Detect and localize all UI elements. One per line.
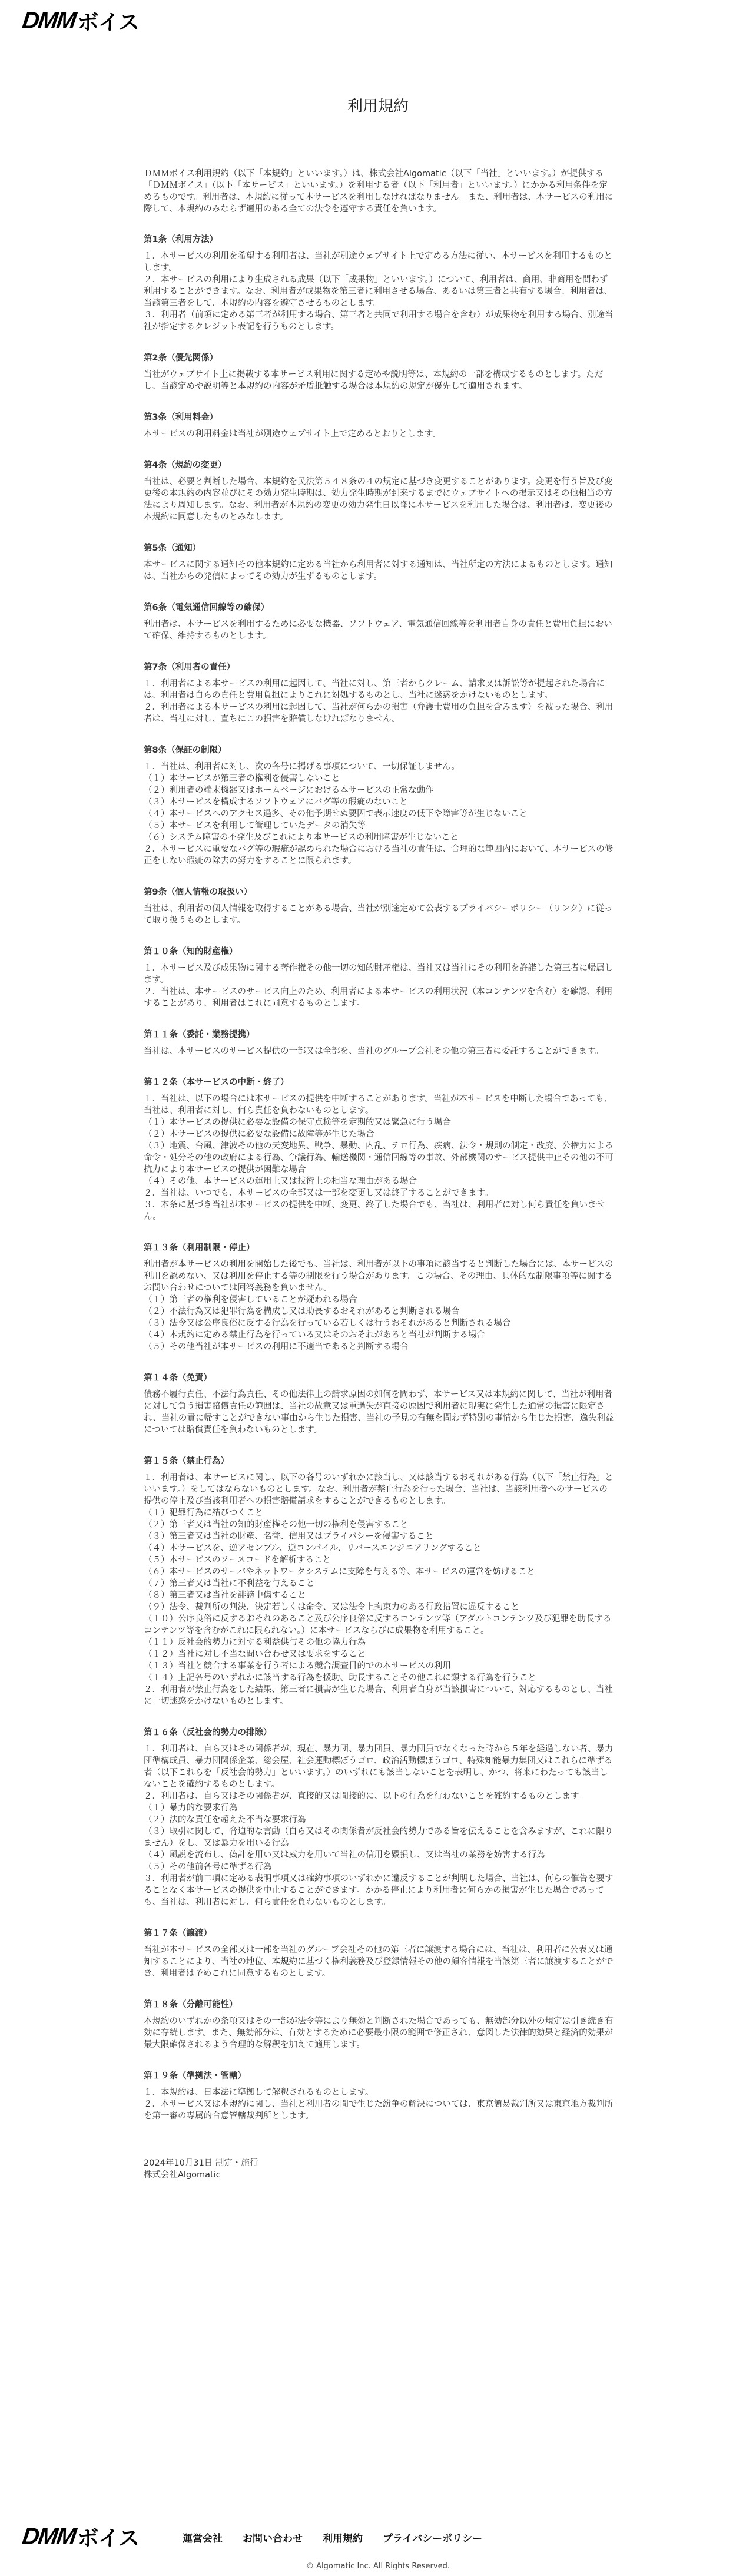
article-paragraph: 当社が本サービスの全部又は一部を当社のグループ会社その他の第三者に譲渡する場合には、当社は、利用者に公表又は通知することにより、当社の地位、本規約に基づく権利義務及び登録情報その他の顧客情報を当該第三者に譲渡することができ、利用者は予めこれに同意するものとします。	[144, 1945, 614, 1978]
article-17	[144, 1928, 615, 1979]
article-paragraph: 本サービスの利用料金は当社が別途ウェブサイト上で定めるとおりとします。	[144, 429, 441, 439]
article-body	[144, 559, 615, 582]
site-header	[0, 0, 756, 41]
article-title: 第1条（利用方法）	[144, 235, 218, 244]
footer-logo[interactable]	[22, 2522, 139, 2551]
article-paragraph: （２）利用者の端末機器又はホームページにおける本サービスの正常な動作	[144, 786, 434, 795]
article-body	[144, 903, 615, 926]
article-5	[144, 542, 615, 582]
article-paragraph: 本サービスに関する通知その他本規約に定める当社から利用者に対する通知は、当社所定の方法によるものとします。通知は、当社からの発信によってその効力が生ずるものとします。	[144, 560, 613, 581]
article-paragraph: （２）第三者又は当社の知的財産権その他一切の権利を侵害すること	[144, 1520, 409, 1529]
article-paragraph: 利用者は、本サービスを利用するために必要な機器、ソフトウェア、電気通信回線等を利用者自身の責任と費用負担において確保、維持するものとします。	[144, 620, 612, 641]
copyright: © Algomatic Inc. All Rights Reserved.	[306, 2562, 450, 2571]
page-title: 利用規約	[347, 98, 409, 115]
article-title: 第１７条（譲渡）	[144, 1929, 212, 1938]
article-11	[144, 1029, 615, 1057]
article-paragraph: （５）その他当社が本サービスの利用に不適当であると判断する場合	[144, 1342, 409, 1352]
article-paragraph: （５）本サービスのソースコードを解析すること	[144, 1555, 331, 1565]
article-title: 第１０条（知的財産権）	[144, 947, 238, 956]
article-paragraph: （４）本サービスへのアクセス過多、その他予期せぬ要因で表示速度の低下や障害等が生じないこと	[144, 809, 528, 819]
article-15	[144, 1455, 615, 1707]
article-body	[144, 678, 615, 725]
article-paragraph: （５）その他前各号に準ずる行為	[144, 1862, 272, 1872]
article-paragraph: （３）取引に関して、脅迫的な言動（自ら又はその関係者が反社会的勢力である旨を伝えることを含みますが、これに限りません）をし、又は暴力を用いる行為	[144, 1827, 614, 1848]
article-6	[144, 602, 615, 642]
article-8	[144, 744, 615, 867]
article-paragraph: （１）本サービスが第三者の権利を侵害しないこと	[144, 774, 340, 783]
article-paragraph: （３）法令又は公序良俗に反する行為を行っている若しくは行うおそれがあると判断される場合	[144, 1319, 511, 1328]
article-paragraph: ２．利用者が禁止行為をした結果、第三者に損害が生じた場合、利用者自身が当該損害について、対応するものとし、当社に一切迷惑をかけないものとします。	[144, 1685, 613, 1706]
article-paragraph: （１３）当社と競合する事業を行う者による競合調査目的での本サービスの利用	[144, 1661, 451, 1671]
article-paragraph: １．本規約は、日本法に準拠して解釈されるものとします。	[144, 2088, 374, 2097]
article-body	[144, 369, 615, 392]
article-paragraph: （１０）公序良俗に反するおそれのあること及び公序良俗に反するコンテンツ等（アダルトコンテンツ及び犯罪を助長するコンテンツ等を含むがこれに限られない。）に本サービスならびに成果物を利用すること。	[144, 1614, 612, 1635]
article-paragraph: （９）法令、裁判所の判決、決定若しくは命令、又は法令上拘束力のある行政措置に違反すること	[144, 1602, 519, 1612]
article-title: 第2条（優先関係）	[144, 353, 218, 363]
article-body	[144, 2087, 615, 2122]
article-paragraph: （３）本サービスを構成するソフトウェアにバグ等の瑕疵のないこと	[144, 797, 408, 807]
article-paragraph: （５）本サービスを利用して管理していたデータの消失等	[144, 821, 366, 830]
article-body	[144, 1045, 615, 1057]
article-2	[144, 352, 615, 392]
article-body	[144, 962, 615, 1009]
article-paragraph: ２．利用者による本サービスの利用に起因して、当社が何らかの損害（弁護士費用の負担を含みます）を被った場合、利用者は、当社に対し、直ちにこの損害を賠償しなければなりません。	[144, 703, 614, 724]
enactment-date: 2024年10月31日 制定・施行	[144, 2158, 258, 2168]
site-footer	[0, 2522, 756, 2576]
article-paragraph: 当社は、必要と判断した場合、本規約を民法第５４８条の４の規定に基づき変更することがあります。変更を行う旨及び変更後の本規約の内容並びにその効力発生時期は、効力発生時期が到来するまでにウェブサイトへの掲示又はその他相当の方法により周知します。なお、利用者が本規約の変更の効力発生日以降に本サービスを利用した場合は、利用者は、変更後の本規約に同意したものとみなします。	[144, 477, 613, 522]
article-title: 第8条（保証の制限）	[144, 746, 227, 755]
article-paragraph: 当社は、本サービスのサービス提供の一部又は全部を、当社のグループ会社その他の第三者に委託することができます。	[144, 1047, 604, 1056]
article-title: 第１５条（禁止行為）	[144, 1456, 229, 1466]
article-paragraph: ３．本条に基づき当社が本サービスの提供を中断、変更、終了した場合でも、当社は、利用者に対し何ら責任を負いません。	[144, 1200, 605, 1221]
article-paragraph: （６）システム障害の不発生及びこれにより本サービスの利用障害が生じないこと	[144, 833, 459, 842]
article-paragraph: ２．本サービス又は本規約に関し、当社と利用者の間で生じた紛争の解決については、東京簡易裁判所又は東京地方裁判所を第一審の専属的合意管轄裁判所とします。	[144, 2100, 614, 2121]
article-paragraph: ２．本サービスの利用により生成される成果（以下「成果物」といいます。）について、利用者は、商用、非商用を問わず利用することができます。なお、利用者が成果物を第三者に利用させる場合、あるいは第三者と共有する場合、利用者は、当該第三者をして、本規約の内容を遵守させるものとします。	[144, 275, 613, 308]
terms-intro: ＤＭＭボイス利用規約（以下「本規約」といいます。）は、株式会社Algomatic（以下「当社」といいます。）が提供する「ＤＭＭボイス」（以下「本サービス」といいます。）を利用する者（以下「利用者」といいます。）にかかる利用条件を定めるものです。利用者は、本規約に従って本サービスを利用しなければなりません。また、利用者は、本サービスの利用に際して、本規約のみならず適用のある全ての法令を遵守する責任を負います。	[144, 169, 614, 214]
article-paragraph: １．利用者は、本サービスに関し、以下の各号のいずれかに該当し、又は該当するおそれがある行為（以下「禁止行為」といいます。）をしてはならないものとします。なお、利用者が禁止行為を行った場合、当社は、当該利用者へのサービスの提供の停止及び当該利用者への損害賠償請求をすることができるものとします。	[144, 1473, 614, 1506]
article-7	[144, 661, 615, 725]
article-paragraph: ３．利用者が前二項に定める表明事項又は確約事項のいずれかに違反することが判明した場合、当社は、何らの催告を要することなく本サービスの提供を中止することができます。かかる停止により利用者に何らかの損害が生じた場合であっても、当社は、利用者に対し、何ら責任を負わないものとします。	[144, 1874, 614, 1907]
article-paragraph: （１）第三者の権利を侵害していることが疑われる場合	[144, 1295, 357, 1304]
article-paragraph: （７）第三者又は当社に不利益を与えること	[144, 1579, 314, 1588]
article-title: 第7条（利用者の責任）	[144, 663, 236, 672]
terms-content	[144, 168, 615, 2181]
article-3	[144, 412, 615, 440]
article-title: 第１６条（反社会的勢力の排除）	[144, 1728, 272, 1737]
article-paragraph: ２．利用者は、自ら又はその関係者が、直接的又は間接的に、以下の行為を行わないことを確約するものとします。	[144, 1792, 587, 1801]
site-logo[interactable]	[22, 6, 139, 35]
footer-link-contact[interactable]: お問い合わせ	[243, 2533, 303, 2545]
article-title: 第3条（利用料金）	[144, 413, 218, 422]
footer-logo-voice-text: ボイス	[77, 2526, 140, 2551]
logo-voice-text: ボイス	[77, 10, 140, 35]
article-body	[144, 2015, 615, 2051]
article-body	[144, 1743, 615, 1908]
article-14	[144, 1372, 615, 1436]
article-paragraph: （２）法的な責任を超えた不当な要求行為	[144, 1815, 306, 1825]
article-body	[144, 428, 615, 440]
article-paragraph: ２．当社は、いつでも、本サービスの全部又は一部を変更し又は終了することができます。	[144, 1188, 493, 1198]
article-title: 第4条（規約の変更）	[144, 461, 227, 470]
footer-link-company[interactable]: 運営会社	[183, 2533, 223, 2545]
article-paragraph: （１４）上記各号のいずれかに該当する行為を援助、助長することその他これに類する行為を行うこと	[144, 1673, 536, 1683]
article-paragraph: 当社は、利用者の個人情報を取得することがある場合、当社が別途定めて公表するプライバシーポリシー（リンク）に従って取り扱うものとします。	[144, 904, 613, 925]
article-paragraph: 債務不履行責任、不法行為責任、その他法律上の請求原因の如何を問わず、本サービス又は本規約に関して、当社が利用者に対して負う損害賠償責任の範囲は、当社の故意又は重過失が直接の原因で利用者に現実に発生した通常の損害に限定され、当社の責に帰すことができない事由から生じた損害、当社の予見の有無を問わず特別の事情から生じた損害、逸失利益については賠償責任を負わないものとします。	[144, 1390, 614, 1435]
article-paragraph: （８）第三者又は当社を誹謗中傷すること	[144, 1591, 306, 1600]
article-body	[144, 250, 615, 333]
article-paragraph: ２．当社は、本サービスのサービス向上のため、利用者による本サービスの利用状況（本コンテンツを含む）を確認、利用することがあり、利用者はこれに同意するものとします。	[144, 987, 613, 1008]
article-10	[144, 946, 615, 1009]
article-paragraph: １．利用者による本サービスの利用に起因して、当社に対し、第三者からクレーム、請求又は訴訟等が提起された場合には、利用者は自らの責任と費用負担によりこれに対処するものとし、当社に迷惑をかけないものとします。	[144, 679, 605, 700]
article-paragraph: （１１）反社会的勢力に対する利益供与その他の協力行為	[144, 1638, 366, 1647]
logo-dmm-text: DMM	[20, 7, 77, 34]
article-body	[144, 1472, 615, 1707]
closing-block	[144, 2157, 615, 2181]
article-title: 第5条（通知）	[144, 544, 201, 553]
footer-link-privacy[interactable]: プライバシーポリシー	[383, 2533, 483, 2545]
article-title: 第１９条（準拠法・管轄）	[144, 2071, 246, 2081]
article-paragraph: １．当社は、利用者に対し、次の各号に掲げる事項について、一切保証しません。	[144, 762, 460, 772]
article-paragraph: （３）地震、台風、津波その他の天変地異、戦争、暴動、内乱、テロ行為、疾病、法令・規則の制定・改廃、公権力による命令・処分その他の政府による行為、争議行為、輸送機関・通信回線等の事故、外部機関のサービス提供中止その他の不可抗力により本サービスの提供が困難な場合	[144, 1141, 614, 1174]
article-12	[144, 1077, 615, 1223]
article-title: 第9条（個人情報の取扱い）	[144, 888, 253, 897]
article-title: 第6条（電気通信回線等の確保）	[144, 603, 270, 612]
article-body	[144, 1259, 615, 1353]
article-body	[144, 1389, 615, 1436]
article-title: 第１１条（委託・業務提携）	[144, 1030, 255, 1039]
article-paragraph: 当社がウェブサイト上に掲載する本サービス利用に関する定めや説明等は、本規約の一部を構成するものとします。ただし、当該定めや説明等と本規約の内容が矛盾抵触する場合は本規約の規定が優先して適用されます。	[144, 370, 604, 391]
article-body	[144, 1944, 615, 1979]
footer-nav	[183, 2530, 482, 2545]
article-paragraph: ３．利用者（前項に定める第三者が利用する場合、第三者と共同で利用する場合を含む）が成果物を利用する場合、別途当社が指定するクレジット表記を行うものとします。	[144, 310, 614, 332]
article-paragraph: ２．本サービスに重要なバグ等の瑕疵が認められた場合における当社の責任は、合理的な範囲内において、本サービスの修正をしない瑕疵の除去の努力をすることに限られます。	[144, 845, 614, 866]
article-paragraph: １．本サービスの利用を希望する利用者は、当社が別途ウェブサイト上で定める方法に従い、本サービスを利用するものとします。	[144, 251, 612, 273]
article-4	[144, 459, 615, 523]
article-paragraph: （４）本規約に定める禁止行為を行っている又はそのおそれがあると当社が判断する場合	[144, 1330, 485, 1340]
article-13	[144, 1242, 615, 1353]
article-18	[144, 1999, 615, 2051]
article-body	[144, 761, 615, 867]
article-body	[144, 618, 615, 642]
article-paragraph: （２）本サービスの提供に必要な設備に故障等が生じた場合	[144, 1130, 374, 1139]
article-title: 第１４条（免責）	[144, 1373, 212, 1383]
article-paragraph: 利用者が本サービスの利用を開始した後でも、当社は、利用者が以下の事項に該当すると判断した場合には、本サービスの利用を認めない、又は利用を停止する等の制限を行う場合があります。この場合、その理由、具体的な制限事項等に関するお問い合わせについては回答義務を負いません。	[144, 1260, 614, 1293]
company-name: 株式会社Algomatic	[144, 2170, 221, 2180]
article-paragraph: １．当社は、以下の場合には本サービスの提供を中断することがあります。当社が本サービスを中断した場合であっても、当社は、利用者に対し、何ら責任を負わないものとします。	[144, 1094, 613, 1115]
article-body	[144, 476, 615, 523]
article-paragraph: 本規約のいずれかの条項又はその一部が法令等により無効と判断された場合であっても、無効部分以外の規定は引き続き有効に存続します。また、無効部分は、有効とするために必要最小限の範囲で修正され、意図した法律的効果と経済的効果が最大限確保されるよう合理的な解釈を加えて適用します。	[144, 2017, 614, 2049]
article-paragraph: （４）風説を流布し、偽計を用い又は威力を用いて当社の信用を毀損し、又は当社の業務を妨害する行為	[144, 1850, 545, 1860]
article-16	[144, 1727, 615, 1908]
article-title: 第１２条（本サービスの中断・終了）	[144, 1078, 289, 1087]
terms-articles	[144, 234, 615, 2122]
article-paragraph: （６）本サービスのサーバやネットワークシステムに支障を与える等、本サービスの運営を妨げること	[144, 1567, 535, 1577]
article-paragraph: （４）その他、本サービスの運用上又は技術上の相当な理由がある場合	[144, 1177, 417, 1186]
article-9	[144, 886, 615, 926]
article-paragraph: １．利用者は、自ら又はその関係者が、現在、暴力団、暴力団員、暴力団員でなくなった時から５年を経過しない者、暴力団準構成員、暴力団関係企業、総会屋、社会運動標ぼうゴロ、政治活動標ぼうゴロ、特殊知能暴力集団又はこれらに準ずる者（以下これらを「反社会的勢力」といいます。）のいずれにも該当しないことを表明し、かつ、将来にわたっても該当しないことを確約するものとします。	[144, 1744, 614, 1789]
footer-logo-dmm-text: DMM	[20, 2523, 77, 2549]
article-paragraph: （１）犯罪行為に結びつくこと	[144, 1508, 263, 1518]
article-paragraph: （３）第三者又は当社の財産、名誉、信用又はプライバシーを侵害すること	[144, 1532, 434, 1541]
footer-link-terms[interactable]: 利用規約	[323, 2533, 363, 2545]
article-1	[144, 234, 615, 333]
article-title: 第１８条（分離可能性）	[144, 2000, 238, 2009]
article-paragraph: （４）本サービスを、逆アセンブル、逆コンパイル、リバースエンジニアリングすること	[144, 1544, 482, 1553]
article-body	[144, 1093, 615, 1223]
article-paragraph: （１２）当社に対し不当な問い合わせ又は要求をすること	[144, 1650, 366, 1659]
article-paragraph: （１）本サービスの提供に必要な設備の保守点検等を定期的又は緊急に行う場合	[144, 1118, 451, 1127]
article-paragraph: １．本サービス及び成果物に関する著作権その他一切の知的財産権は、当社又は当社にその利用を許諾した第三者に帰属します。	[144, 963, 614, 985]
article-19	[144, 2070, 615, 2122]
article-title: 第１３条（利用制限・停止）	[144, 1243, 255, 1253]
article-paragraph: （１）暴力的な要求行為	[144, 1803, 238, 1813]
article-paragraph: （２）不法行為又は犯罪行為を構成し又は助長するおそれがあると判断される場合	[144, 1307, 460, 1316]
